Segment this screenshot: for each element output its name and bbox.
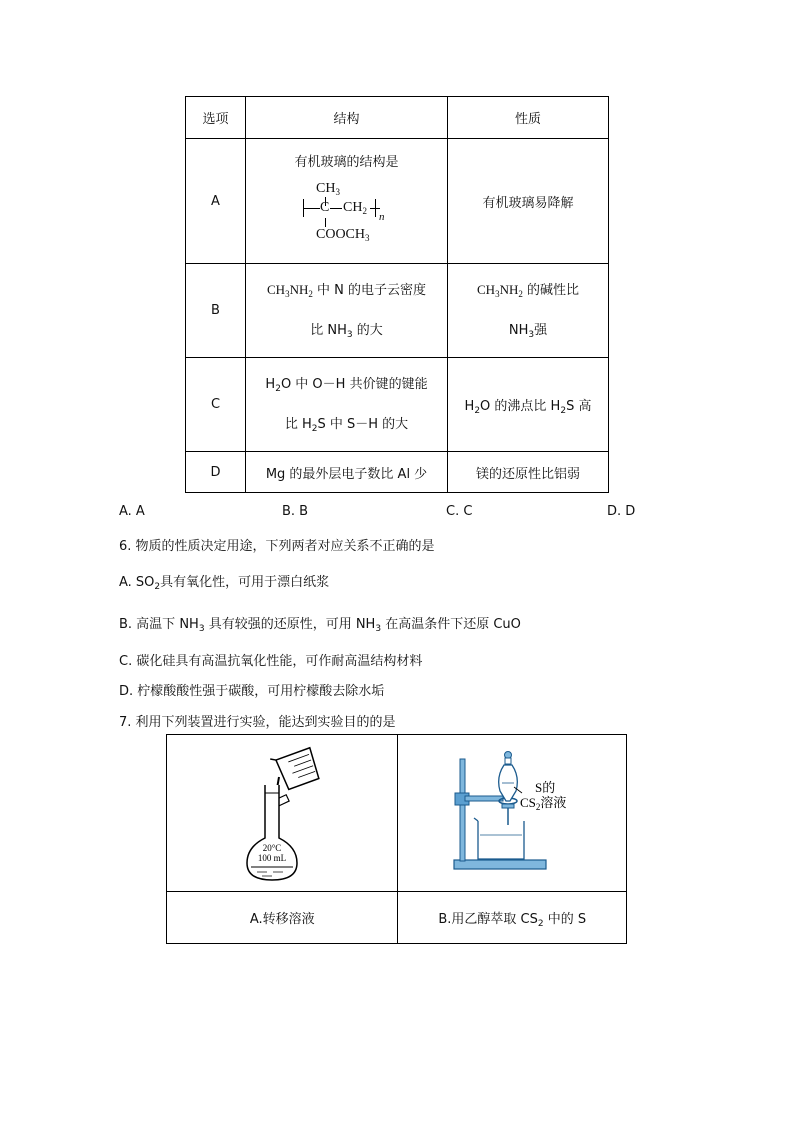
table-row-b [186, 264, 609, 358]
row-b-label: B [186, 264, 246, 358]
table-header-row [186, 97, 609, 139]
answer-option-c[interactable]: C. C [446, 504, 473, 519]
receiving-beaker [478, 821, 524, 859]
comparison-table [185, 96, 609, 493]
clamp-arm [465, 796, 503, 801]
header-property: 性质 [448, 97, 609, 139]
stand-rod [460, 759, 465, 861]
flask-temp-label: 20°C [262, 843, 282, 853]
row-c-structure: $H_2O$ 中 O－H 共价键的键能 比 $H_2S$ 中 S－H 的大 [246, 358, 448, 452]
answer-option-a[interactable]: A. A [119, 504, 145, 519]
row-a-structure-title: 有机玻璃的结构是 [294, 155, 399, 170]
apparatus-table [166, 734, 627, 944]
funnel-label-line2: $CS_2$溶液 [520, 795, 567, 812]
table-row-c [186, 358, 609, 452]
answer-option-d[interactable]: D. D [607, 504, 636, 519]
formula-ch2: $CH_2$ [343, 200, 367, 216]
apparatus-image-row [167, 735, 627, 892]
formula-ester: $COOCH_3$ [316, 227, 370, 243]
pmma-formula [246, 177, 446, 257]
q6-option-a[interactable]: A. $SO_2$具有氧化性，可用于漂白纸浆 [119, 575, 330, 592]
bracket-right [375, 199, 376, 217]
row-d-label: D [186, 452, 246, 493]
row-c-label: C [186, 358, 246, 452]
volumetric-flask-diagram [167, 735, 398, 892]
bond-vertical-bottom [325, 218, 326, 227]
row-c-property: $H_2O$ 的沸点比 $H_2S$ 高 [448, 358, 609, 452]
q7-stem: 7. 利用下列装置进行实验，能达到实验目的的是 [119, 715, 396, 730]
row-d-structure: Mg 的最外层电子数比 Al 少 [246, 452, 448, 493]
row-b-structure: $CH_3NH_2$ 中 N 的电子云密度 比 $NH_3$ 的大 [246, 264, 448, 358]
q6-stem: 6. 物质的性质决定用途，下列两者对应关系不正确的是 [119, 539, 435, 554]
apparatus-a-cell [167, 735, 398, 892]
row-a-structure [246, 139, 448, 264]
row-a-label: A [186, 139, 246, 264]
header-option: 选项 [186, 97, 246, 139]
separatory-funnel-diagram [398, 735, 626, 892]
q6-option-d[interactable]: D. 柠檬酸酸性强于碳酸，可用柠檬酸去除水垢 [119, 684, 385, 699]
formula-n: n [379, 211, 385, 223]
q6-option-c[interactable]: C. 碳化硅具有高温抗氧化性能，可作耐高温结构材料 [119, 654, 423, 669]
caption-a[interactable]: A.转移溶液 [167, 892, 398, 944]
header-structure: 结构 [246, 97, 448, 139]
q6-option-b[interactable]: B. 高温下 $NH_3$ 具有较强的还原性，可用 $NH_3$ 在高温条件下还原 CuO [119, 617, 521, 634]
row-d-property: 镁的还原性比铝弱 [448, 452, 609, 493]
flask-volume-label: 100 mL [257, 853, 287, 863]
answer-option-b[interactable]: B. B [282, 504, 309, 519]
row-b-property: $CH_3NH_2$ 的碱性比 $NH_3$强 [448, 264, 609, 358]
bond-c-ch2 [330, 208, 342, 209]
table-row-d [186, 452, 609, 493]
formula-methyl: $CH_3$ [316, 181, 340, 197]
table-row-a [186, 139, 609, 264]
caption-b[interactable]: B.用乙醇萃取 $CS_2$ 中的 S [398, 892, 627, 944]
funnel-label-line1: S的 [535, 780, 556, 795]
apparatus-b-cell [398, 735, 627, 892]
stand-base [454, 860, 546, 869]
flask-body [247, 785, 297, 880]
apparatus-caption-row [167, 892, 627, 944]
formula-carbon: C [320, 200, 330, 215]
bond-left [303, 208, 320, 209]
row-a-property: 有机玻璃易降解 [448, 139, 609, 264]
